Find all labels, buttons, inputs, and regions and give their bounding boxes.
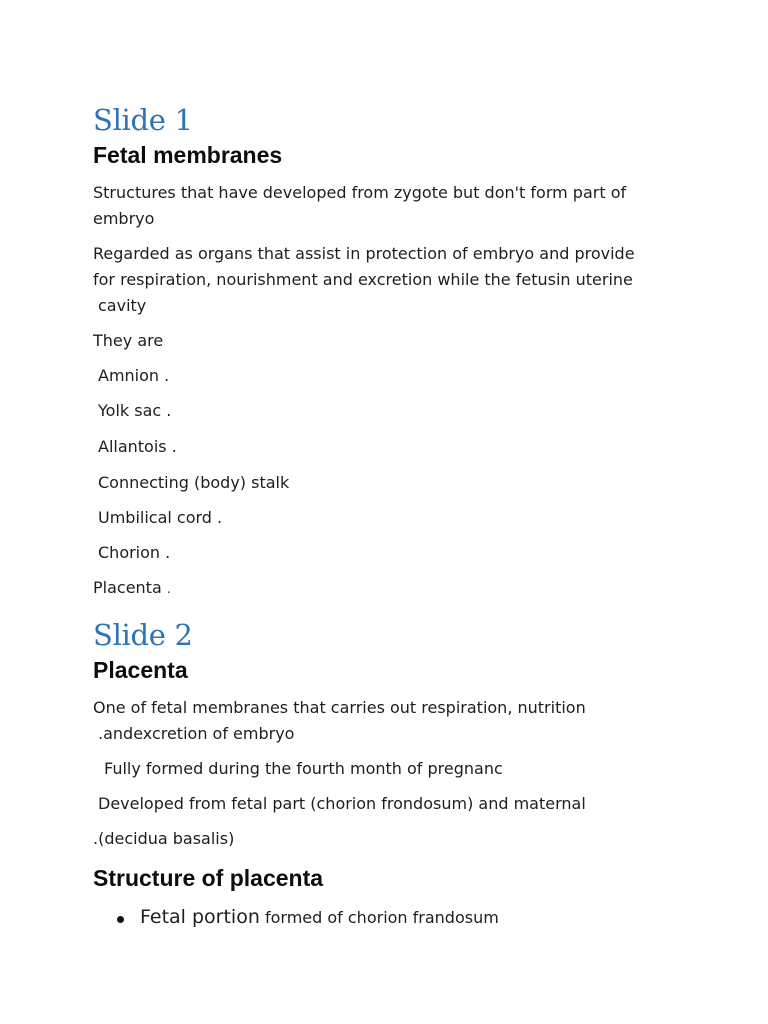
- slide2-para3-line2: .(decidua basalis): [93, 829, 235, 848]
- slide1-para2-line3: cavity: [98, 296, 147, 315]
- structure-of-placenta-heading: Structure of placenta: [93, 865, 324, 891]
- slide1-para1-line1: Structures that have developed from zygote but don't form part of: [93, 183, 627, 202]
- bullet-item: [140, 906, 499, 928]
- placenta-list-item-dot: .: [166, 582, 171, 596]
- list-item: Amnion .: [98, 366, 170, 385]
- bullet-lead-text: Fetal portion: [140, 906, 260, 928]
- list-item: Yolk sac .: [98, 401, 172, 420]
- placenta-heading: Placenta: [93, 657, 188, 683]
- slide-1-title: Slide 1: [93, 103, 193, 137]
- list-item: Allantois .: [98, 437, 177, 456]
- bullet-icon: [117, 916, 124, 923]
- slide1-para2-line2: for respiration, nourishment and excretion while the fetusin uterine: [93, 270, 633, 289]
- they-are-text: They are: [93, 331, 164, 350]
- slide1-para2-line1: Regarded as organs that assist in protection of embryo and provide: [93, 244, 635, 263]
- placenta-list-item-label: Placenta: [93, 578, 162, 597]
- list-item: Connecting (body) stalk: [98, 473, 290, 492]
- slide-2-title: Slide 2: [93, 618, 193, 652]
- slide2-para2: Fully formed during the fourth month of pregnanc: [104, 759, 503, 778]
- placenta-list-item: [93, 578, 171, 597]
- slide2-para1-line1: One of fetal membranes that carries out respiration, nutrition: [93, 698, 586, 717]
- fetal-membranes-heading: Fetal membranes: [93, 142, 283, 168]
- bullet-rest-text: formed of chorion frandosum: [264, 908, 499, 927]
- list-item: Chorion .: [98, 543, 171, 562]
- list-item: Umbilical cord .: [98, 508, 223, 527]
- slide2-para1-line2: .andexcretion of embryo: [98, 724, 295, 743]
- slide1-para1-line2: embryo: [93, 209, 155, 228]
- slide2-para3-line1: Developed from fetal part (chorion frondosum) and maternal: [98, 794, 586, 813]
